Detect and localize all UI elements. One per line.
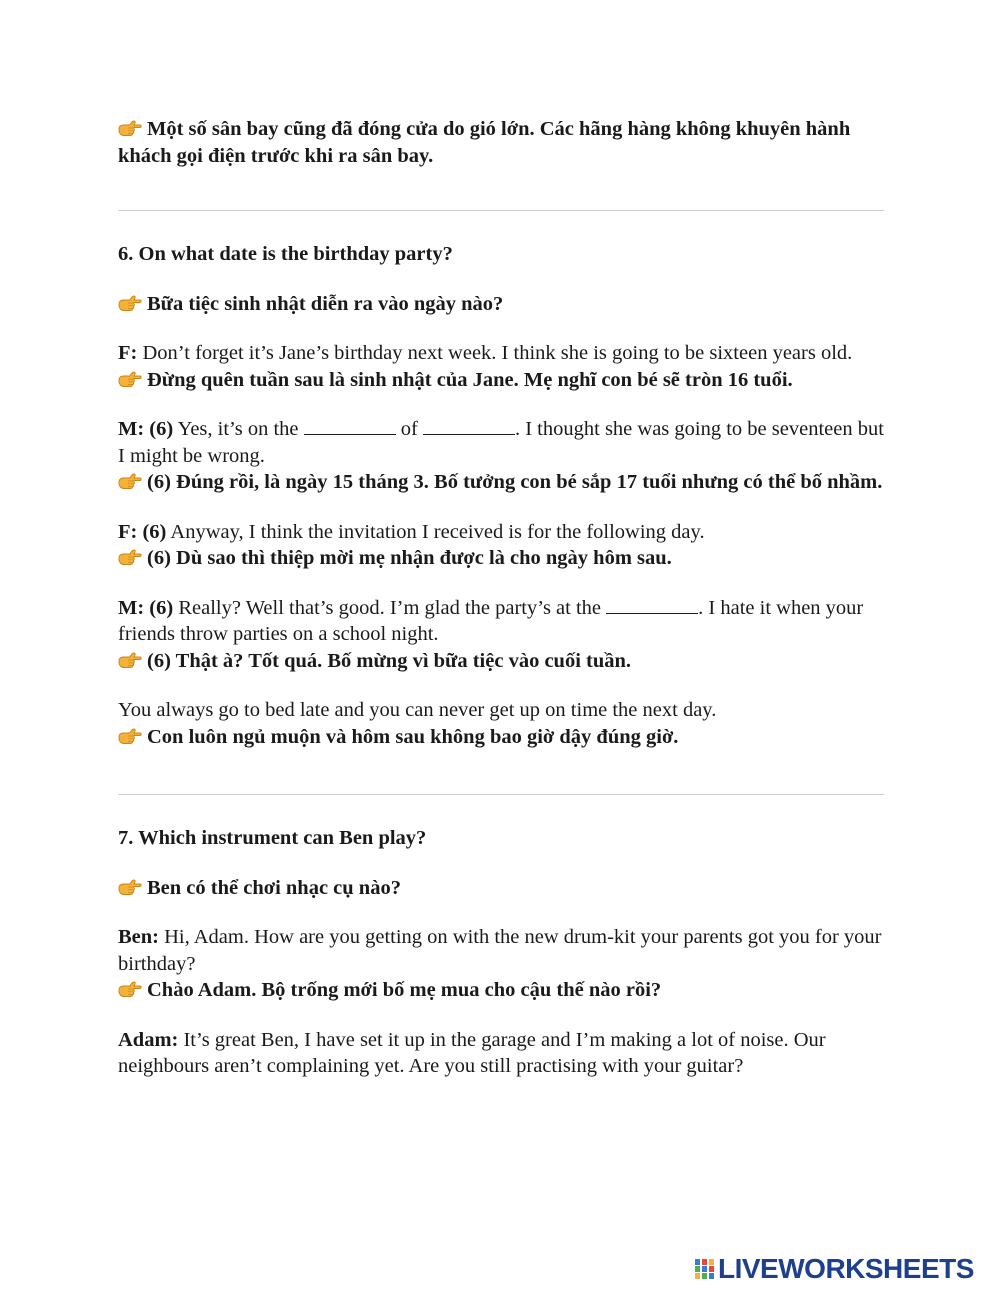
question-7-heading: 7. Which instrument can Ben play?	[118, 827, 427, 849]
dialogue-translation: (6) Thật à? Tốt quá. Bố mừng vì bữa tiệc vào cuối tuần.	[118, 648, 888, 675]
dialogue-translation: Con luôn ngủ muộn và hôm sau không bao giờ dậy đúng giờ.	[118, 724, 888, 751]
liveworksheets-logo[interactable]	[694, 1254, 974, 1284]
liveworksheets-logo-icon	[694, 1258, 716, 1280]
dialogue-text: Hi, Adam. How are you getting on with the new drum-kit your parents got you for your birthday?	[118, 926, 882, 975]
speaker-label: F: (6)	[118, 520, 167, 543]
dialogue-translation: (6) Dù sao thì thiệp mời mẹ nhận được là cho ngày hôm sau.	[118, 545, 888, 572]
question-7-translation: Ben có thể chơi nhạc cụ nào?	[118, 875, 888, 902]
dialogue-translation: Đừng quên tuần sau là sinh nhật của Jane. Mẹ nghĩ con bé sẽ tròn 16 tuổi.	[118, 367, 888, 394]
speaker-label: Ben:	[118, 926, 159, 948]
intro-translation: Một số sân bay cũng đã đóng cửa do gió lớn. Các hãng hàng không khuyên hành khách gọi điện trước khi ra sân bay.	[118, 118, 851, 167]
question-6-heading: 6. On what date is the birthday party?	[118, 243, 453, 265]
logo-text: LIVEWORKSHEETS	[718, 1253, 974, 1284]
pointing-hand-icon	[118, 981, 142, 997]
question-6-translation: Bữa tiệc sinh nhật diễn ra vào ngày nào?	[118, 291, 888, 318]
answer-blank-weekend[interactable]	[606, 597, 698, 614]
speaker-label: Adam:	[118, 1028, 179, 1051]
pointing-hand-icon	[118, 473, 142, 489]
answer-blank-day[interactable]	[304, 418, 396, 435]
pointing-hand-icon	[118, 728, 142, 744]
dialogue-line: M: (6) Yes, it’s on the of . I thought she was going to be seventeen but I might be wrong. (6) Đúng rồi, là ngày 15 tháng 3. Bố tưởng con bé sắp 17 tuổi nhưng có thể bố nhầm.	[118, 416, 888, 496]
speaker-label: M: (6)	[118, 596, 174, 619]
dialogue-translation: (6) Đúng rồi, là ngày 15 tháng 3. Bố tưởng con bé sắp 17 tuổi nhưng có thể bố nhầm.	[118, 469, 888, 496]
dialogue-translation: Chào Adam. Bộ trống mới bố mẹ mua cho cậu thế nào rồi?	[118, 977, 888, 1004]
dialogue-text: Anyway, I think the invitation I received is for the following day.	[166, 520, 705, 543]
dialogue-line	[118, 340, 888, 393]
dialogue-line: M: (6) Really? Well that’s good. I’m glad the party’s at the . I hate it when your friends throw parties on a school night. (6) Thật à? Tốt quá. Bố mừng vì bữa tiệc vào cuối tuần.	[118, 595, 888, 675]
speaker-label: F:	[118, 342, 138, 364]
pointing-hand-icon	[118, 652, 142, 668]
pointing-hand-icon	[118, 549, 142, 565]
dialogue-line	[118, 1027, 888, 1080]
pointing-hand-icon	[118, 295, 142, 311]
speaker-label: M: (6)	[118, 418, 174, 440]
pointing-hand-icon	[118, 371, 142, 387]
dialogue-text: Don’t forget it’s Jane’s birthday next week. I think she is going to be sixteen years old.	[137, 342, 853, 364]
pointing-hand-icon	[118, 879, 142, 895]
dialogue-line	[118, 519, 888, 572]
dialogue-text: It’s great Ben, I have set it up in the garage and I’m making a lot of noise. Our neighbours aren’t complaining yet. Are you still practising with your guitar?	[118, 1028, 826, 1077]
pointing-hand-icon	[118, 120, 142, 136]
dialogue-text: You always go to bed late and you can never get up on time the next day.	[118, 699, 717, 721]
dialogue-line	[118, 924, 888, 1004]
dialogue-line	[118, 697, 888, 750]
answer-blank-month[interactable]	[423, 418, 515, 435]
worksheet-content	[118, 116, 888, 1080]
